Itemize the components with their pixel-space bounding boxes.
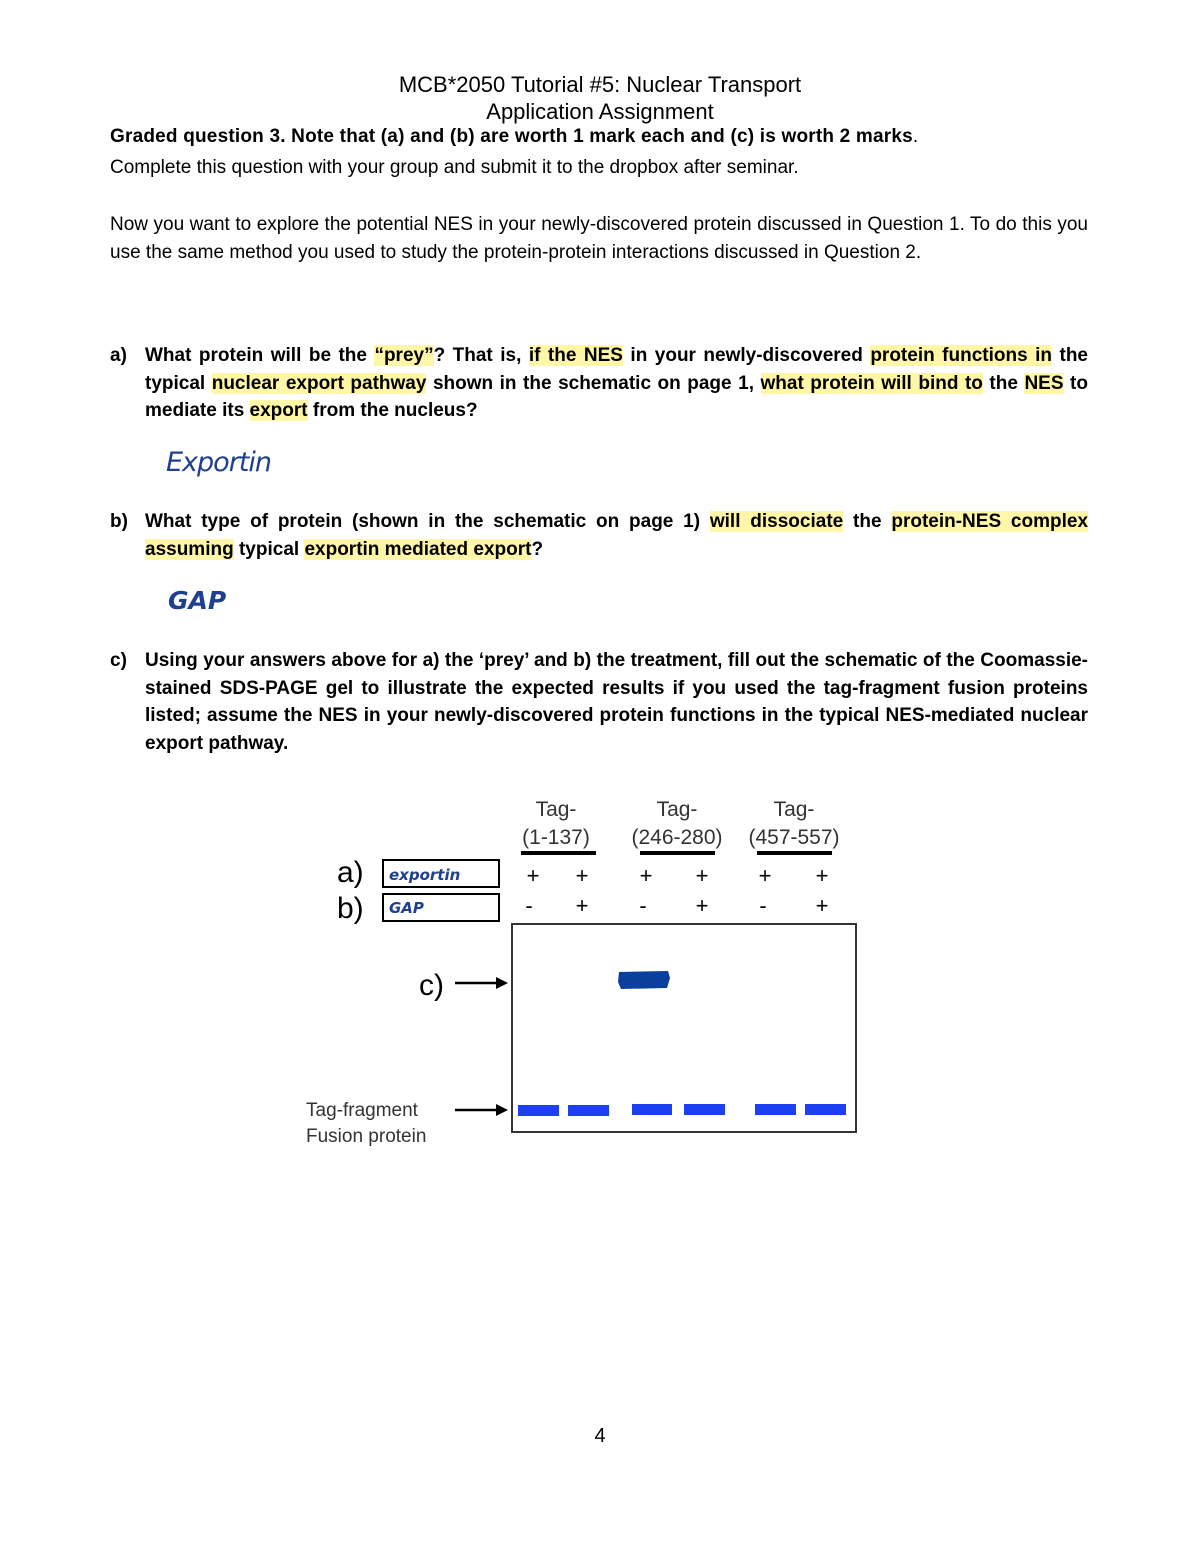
group-3-line2: (457-557) — [748, 826, 840, 849]
qb-part: What type of protein (shown in the schematic on page 1) — [145, 511, 710, 532]
qa-highlight: NES — [1024, 372, 1064, 394]
sign-a-5: + — [758, 863, 772, 888]
sign-b-4: + — [695, 893, 709, 918]
sign-a-3: + — [639, 863, 653, 888]
qa-highlight: if the — [528, 345, 584, 366]
qa-part: ? That is, — [433, 345, 529, 366]
group-2-underline — [640, 851, 715, 855]
question-c-text: Using your answers above for a) the ‘prey’ and b) the treatment, fill out the schematic of the Coomassie-stained SDS-PAGE gel to illustrate the expected results if you used the tag-fragment fusion proteins listed; assume the NES in your newly-discovered protein functions in the typical NES-mediated nuclear export pathway. — [145, 650, 1088, 754]
drawn-exportin-band — [618, 971, 670, 989]
qa-highlight: export — [249, 400, 308, 421]
sign-b-1: - — [525, 893, 533, 918]
qa-highlight: what protein will bind to — [760, 372, 983, 394]
handwritten-answer-b: GAP — [168, 586, 227, 615]
instruction-text: Complete this question with your group and submit it to the dropbox after seminar. — [110, 157, 799, 178]
page-title: MCB*2050 Tutorial #5: Nuclear Transport — [398, 72, 802, 97]
question-b-label: b) — [110, 511, 128, 532]
qa-highlight: “prey” — [374, 345, 434, 366]
qb-highlight: will dissociate — [709, 511, 844, 532]
question-a-label: a) — [110, 345, 127, 366]
group-2-line2: (246-280) — [631, 826, 723, 849]
page-subtitle: Application Assignment — [486, 99, 714, 124]
graded-end: . — [912, 126, 919, 147]
fusion-arrow-head-icon — [496, 1104, 508, 1116]
fusion-band-1 — [518, 1105, 559, 1116]
sign-b-3: - — [639, 893, 647, 918]
sign-a-2: + — [575, 863, 589, 888]
group-1-line1: Tag- — [535, 798, 577, 821]
qa-part: the — [982, 372, 1025, 394]
qb-highlight: exportin mediated export — [304, 538, 532, 560]
row-a-label: a) — [337, 856, 364, 889]
qa-highlight: nuclear export pathway — [211, 372, 427, 394]
question-c-label: c) — [110, 650, 127, 671]
page-number: 4 — [594, 1425, 606, 1447]
row-b-handwriting: GAP — [389, 899, 424, 917]
qa-part: to mediate its — [145, 372, 1088, 421]
intro-paragraph: Now you want to explore the potential NES in your newly-discovered protein discussed in Question 1. To do this you use the same method you used to study the protein-protein interactions discussed in Question 2. — [110, 214, 1088, 263]
group-1-line2: (1-137) — [522, 826, 590, 849]
c-label: c) — [419, 969, 444, 1002]
row-a-handwriting: exportin — [389, 866, 461, 884]
sign-a-6: + — [815, 863, 829, 888]
fusion-band-2 — [568, 1105, 609, 1116]
qa-highlight: NES — [583, 345, 623, 366]
fusion-band-4 — [684, 1104, 725, 1115]
group-3-line1: Tag- — [773, 798, 815, 821]
qa-part: the typical — [145, 345, 1088, 394]
fusion-label-line1: Tag-fragment — [306, 1100, 418, 1121]
qa-part: shown in the schematic on page 1, — [426, 372, 761, 394]
qa-part: in your newly-discovered — [622, 345, 871, 366]
group-1-underline — [521, 851, 596, 855]
fusion-band-5 — [755, 1104, 796, 1115]
qb-highlight: protein-NES complex assuming — [145, 511, 1089, 560]
graded-text: Graded question 3. Note that (a) and (b) are worth 1 mark each and (c) is worth 2 marks — [110, 126, 913, 147]
row-b-label: b) — [337, 892, 364, 925]
group-3-underline — [757, 851, 832, 855]
handwritten-answer-a: Exportin — [166, 447, 271, 478]
qa-part: from the nucleus? — [307, 400, 478, 421]
group-2-line1: Tag- — [656, 798, 698, 821]
gel-box — [512, 924, 856, 1132]
sign-a-1: + — [526, 863, 540, 888]
sign-b-2: + — [575, 893, 589, 918]
qa-part: What protein will be the — [145, 345, 375, 366]
fusion-band-6 — [805, 1104, 846, 1115]
qb-part: typical — [233, 538, 305, 560]
sign-a-4: + — [695, 863, 709, 888]
sign-b-6: + — [815, 893, 829, 918]
qb-part: the — [843, 511, 892, 532]
qb-part: ? — [531, 538, 544, 560]
sign-b-5: - — [759, 893, 767, 918]
qa-highlight: protein functions in — [870, 345, 1053, 366]
fusion-label-line2: Fusion protein — [306, 1126, 427, 1147]
fusion-band-3 — [632, 1104, 672, 1115]
c-arrow-head-icon — [496, 977, 508, 989]
